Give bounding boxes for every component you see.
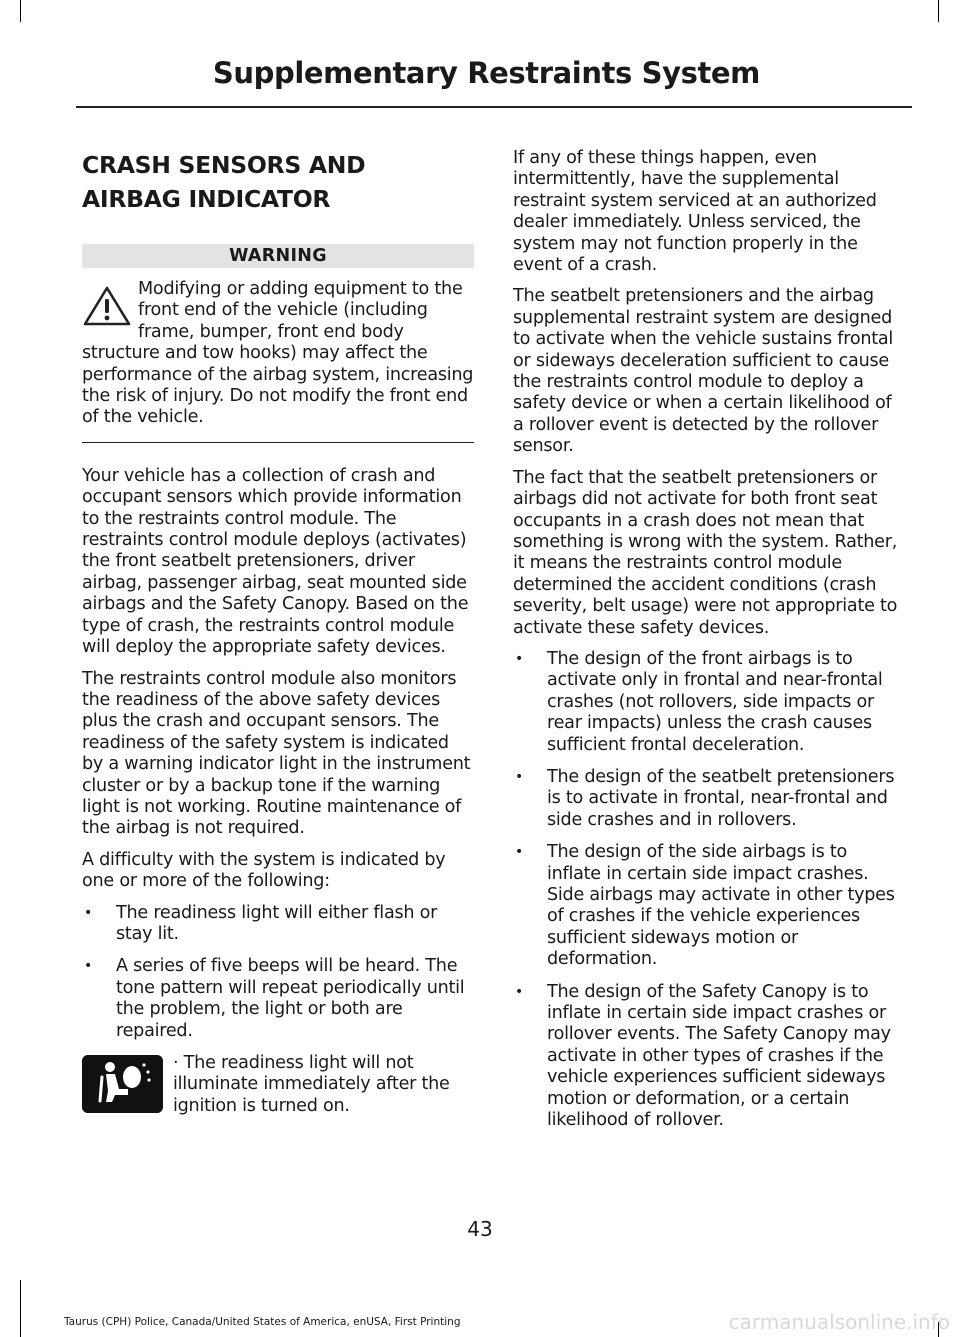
right-paragraph-2: The seatbelt pretensioners and the airbag supplemental restraint system are designed to activate when the vehicle sustains frontal or sideways deceleration sufficient to cause the restraints control module to deploy a safety device or when a certain likelihood of a rollover event is detected by the rollover sensor. (513, 286, 894, 457)
page-header-title: Supplementary Restraints System (212, 56, 760, 90)
crop-mark-top-left (20, 0, 21, 22)
warning-text: Modifying or adding equipment to the front end of the vehicle (including frame, bumper, front end body structure and tow hooks) may affect the performance of the airbag system, increasing the risk of injury. Do not modify the front end of the vehicle. (82, 279, 474, 428)
warning-rule (82, 442, 474, 443)
warning-heading: WARNING (82, 244, 474, 268)
watermark: carmanualsonline.info (728, 1310, 950, 1334)
left-paragraph-1: Your vehicle has a collection of crash and occupant sensors which provide information to the restraints control module. The restraints control module deploys (activates) the front seatbelt pretensioners, driver airbag, passenger airbag, seat mounted side airbags and the Safety Canopy. Based on the type of crash, the restraints control module will deploy the appropriate safety devices. (82, 465, 469, 658)
left-paragraph-3: A difficulty with the system is indicated by one or more of the following: (82, 849, 446, 892)
list-item: • A series of five beeps will be heard. The tone pattern will repeat periodically until the problem, the light or both are repaired. (82, 956, 474, 1042)
crop-mark-top-right (938, 0, 939, 22)
right-paragraph-3: The fact that the seatbelt pretensioners or airbags did not activate for both front seat occupants in a crash does not mean that something is wrong with the system. Rather, it means the restraints control module determined the accident conditions (crash severity, belt usage) were not appropriate to activate these safety devices. (513, 467, 898, 638)
indicator-text: · The readiness light will not illuminate immediately after the ignition is turned on. (173, 1053, 450, 1116)
page-number: 43 (467, 1217, 493, 1241)
left-column (82, 148, 474, 1117)
warning-box (82, 279, 474, 429)
list-item: • The design of the Safety Canopy is to inflate in certain side impact crashes or rollover events. The Safety Canopy may activate in other types of crashes if the vehicle experiences sufficient sideways motion or deformation, or a certain likelihood of rollover. (513, 982, 906, 1132)
airbag-indicator-icon (82, 1055, 163, 1113)
list-item: • The design of the seatbelt pretensioners is to activate in frontal, near-frontal and side crashes and in rollovers. (513, 767, 906, 831)
left-bullet-list (82, 903, 474, 1042)
section-title (82, 148, 474, 216)
list-item: • The readiness light will either flash or stay lit. (82, 903, 474, 946)
footer-text: Taurus (CPH) Police, Canada/United States of America, enUSA, First Printing (64, 1316, 461, 1328)
list-item: • The design of the side airbags is to inflate in certain side impact crashes. Side airbags may activate in other types of crashes if the vehicle experiences sufficient sideways motion or deformation. (513, 842, 906, 970)
right-bullet-list (513, 649, 906, 1132)
crop-mark-bottom-left (20, 1280, 21, 1337)
warning-triangle-icon (82, 285, 132, 327)
indicator-block (82, 1053, 474, 1117)
section-title-line2: AIRBAG INDICATOR (82, 185, 331, 213)
section-title-line1: CRASH SENSORS AND (82, 151, 366, 179)
right-paragraph-1: If any of these things happen, even intermittently, have the supplemental restraint system serviced at an authorized dealer immediately. Unless serviced, the system may not function properly in the event of a crash. (513, 148, 877, 276)
header-rule (76, 106, 912, 108)
list-item: • The design of the front airbags is to activate only in frontal and near-frontal crashes (not rollovers, side impacts or rear impacts) unless the crash causes sufficient frontal deceleration. (513, 649, 906, 756)
right-column (513, 148, 906, 1142)
left-paragraph-2: The restraints control module also monitors the readiness of the above safety devices plus the crash and occupant sensors. The readiness of the safety system is indicated by a warning indicator light in the instrument cluster or by a backup tone if the warning light is not working. Routine maintenance of the airbag is not required. (82, 668, 471, 839)
